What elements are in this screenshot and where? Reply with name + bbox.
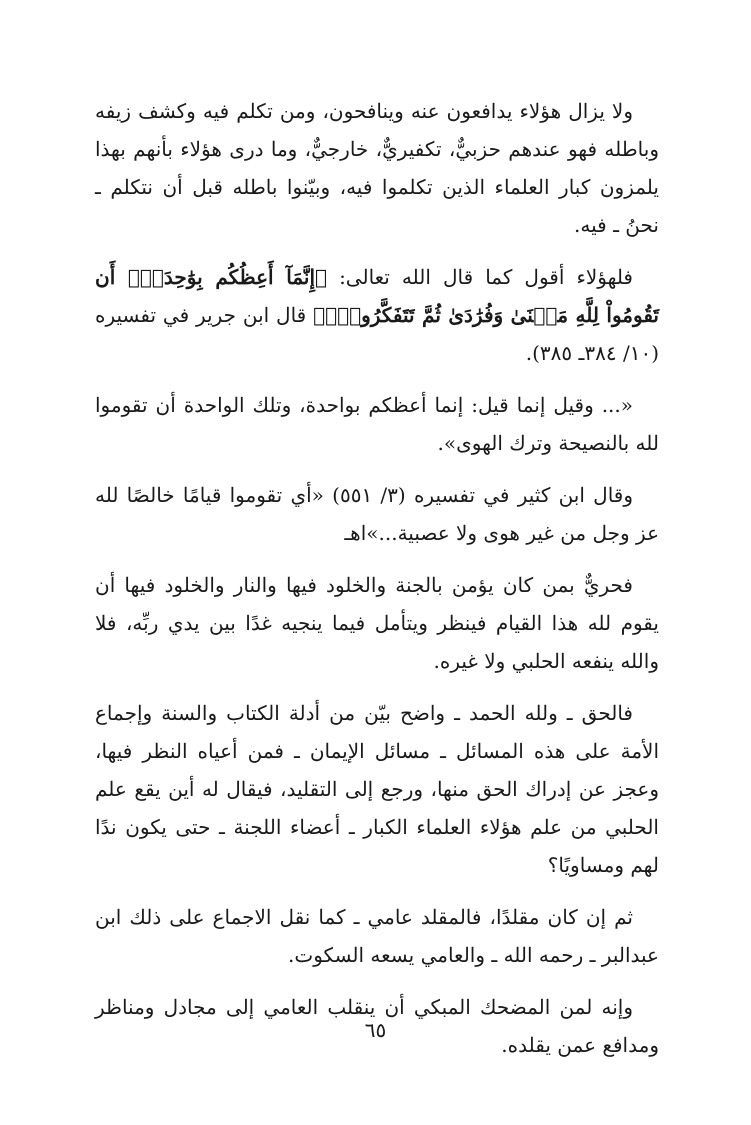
paragraph-2-citation: قال ابن جرير في تفسيره (١٠/ ٣٨٤ـ ٣٨٥). (95, 303, 659, 365)
paragraph-2 (95, 258, 659, 372)
paragraph-2-intro: فلهؤلاء أقول كما قال الله تعالى: (327, 265, 633, 289)
paragraph-6: فالحق ـ ولله الحمد ـ واضح بيّن من أدلة الكتاب والسنة وإجماع الأمة على هذه المسائل ـ مسائل الإيمان ـ فمن أعياه النظر فيها، وعجز عن إدراك الحق منها، ورجع إلى التقليد، فيقال له أين يقع علم الحلبي من علم هؤلاء العلماء الكبار ـ أعضاء اللجنة ـ حتى يكون ندًا لهم ومساويًا؟ (95, 701, 659, 877)
paragraph-7: ثم إن كان مقلدًا، فالمقلد عامي ـ كما نقل الاجماع على ذلك ابن عبدالبر ـ رحمه الله ـ والعامي يسعه السكوت. (95, 905, 659, 967)
page-number: ٦٥ (364, 1018, 387, 1042)
paragraph-8: وإنه لمن المضحك المبكي أن ينقلب العامي إلى مجادل ومناظر ومدافع عمن يقلده. (95, 995, 659, 1057)
quran-verse: ﴿إِنَّمَآ أَعِظُكُم بِوَٰحِدَةٍۖ أَن تَقُومُواْ لِلَّهِ مَثۡنَىٰ وَفُرَٰدَىٰ ثُمَّ تَتَفَكَّرُواْۚ﴾ (95, 265, 660, 327)
body-text (95, 92, 659, 1078)
paragraph-1: ولا يزال هؤلاء يدافعون عنه وينافحون، ومن تكلم فيه وكشف زيفه وباطله فهو عندهم حزبيٌّ، تكفيريٌّ، خارجيٌّ، وما درى هؤلاء بأنهم بهذا يلمزون كبار العلماء الذين تكلموا فيه، وبيّنوا باطله قبل أن نتكلم ـ نحنُ ـ فيه. (95, 99, 659, 237)
paragraph-3: «... وقيل إنما قيل: إنما أعظكم بواحدة، وتلك الواحدة أن تقوموا لله بالنصيحة وترك الهوى». (95, 393, 659, 455)
paragraph-4: وقال ابن كثير في تفسيره (٣/ ٥٥١) «أي تقوموا قيامًا خالصًا لله عز وجل من غير هوى ولا عصبية...»اهـ (95, 483, 659, 545)
paragraph-5: فحريٌّ بمن كان يؤمن بالجنة والخلود فيها والنار والخلود فيها أن يقوم لله هذا القيام فينظر ويتأمل فيما ينجيه غدًا بين يدي ربِّه، فلا والله ينفعه الحلبي ولا غيره. (95, 573, 659, 673)
